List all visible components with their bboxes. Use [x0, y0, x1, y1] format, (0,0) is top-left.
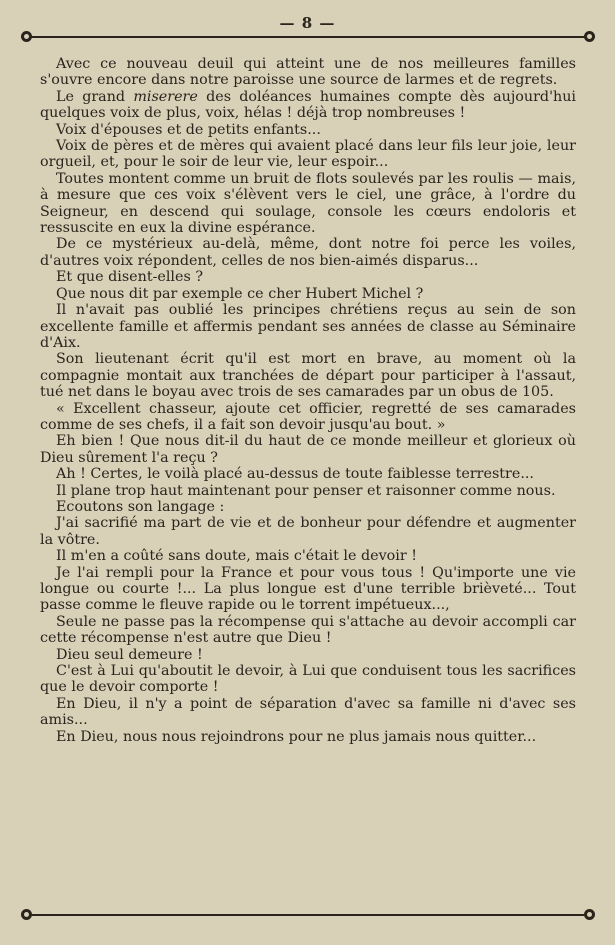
paragraph: En Dieu, il n'y a point de séparation d'avec sa famille ni d'avec ses amis... — [40, 695, 576, 729]
text-run: Le grand — [56, 88, 134, 105]
emphasized-word: miserere — [133, 88, 198, 105]
rosette-ornament-icon — [584, 909, 595, 920]
paragraph: Son lieutenant écrit qu'il est mort en brave, au moment où la compagnie montait aux tranchées de départ pour participer à l'assaut, tué net dans le boyau avec trois de ses camarades par un obus de 105. — [40, 351, 576, 401]
paragraph: Voix de pères et de mères qui avaient placé dans leur fils leur joie, leur orgueil, et, pour le soir de leur vie, leur espoir... — [40, 138, 576, 171]
paragraph: Dieu seul demeure ! — [56, 646, 203, 663]
page-number: — 8 — — [279, 14, 336, 32]
body-text — [40, 56, 576, 745]
paragraph: « Excellent chasseur, ajoute cet officier, regretté de ses camarades comme de ses chefs, il a fait son devoir jusqu'au bout. » — [40, 400, 576, 433]
paragraph: C'est à Lui qu'aboutit le devoir, à Lui que conduisent tous les sacrifices que le devoir comporte ! — [40, 663, 576, 696]
paragraph: Il m'en a coûté sans doute, mais c'était le devoir ! — [56, 548, 417, 565]
bottom-rule — [26, 914, 590, 916]
paragraph: Ah ! Certes, le voilà placé au-dessus de toute faiblesse terrestre... — [56, 466, 534, 483]
paragraph: En Dieu, nous nous rejoindrons pour ne plus jamais nous quitter... — [56, 728, 537, 745]
paragraph: Que nous dit par exemple ce cher Hubert Michel ? — [56, 285, 424, 302]
paragraph: Il n'avait pas oublié les principes chrétiens reçus au sein de son excellente famille et affermis pendant ses années de classe au Séminaire d'Aix. — [40, 302, 576, 351]
paragraph: Ecoutons son langage : — [56, 498, 225, 515]
paragraph: Eh bien ! Que nous dit-il du haut de ce monde meilleur et glorieux où Dieu sûrement l'a reçu ? — [40, 433, 576, 466]
text-run: des doléances humaines compte dès aujourd'hui quelques voix de plus, voix, hélas ! déjà trop nombreuses ! — [40, 88, 576, 122]
paragraph: Avec ce nouveau deuil qui atteint une de nos meilleures familles s'ouvre encore dans notre paroisse une source de larmes et de regrets. — [40, 56, 576, 89]
paragraph: J'ai sacrifié ma part de vie et de bonheur pour défendre et augmenter la vôtre. — [40, 515, 576, 548]
paragraph: Toutes montent comme un bruit de flots soulevés par les roulis — mais, à mesure que ces voix s'élèvent vers le ciel, une grâce, à l'ordre du Seigneur, en descend qui soulage, console les cœurs endoloris et ressuscite en eux la divine espérance. — [40, 170, 576, 237]
top-rule — [26, 36, 590, 38]
paragraph: Seule ne passe pas la récompense qui s'attache au devoir accompli car cette récompense n'est autre que Dieu ! — [40, 613, 576, 647]
rosette-ornament-icon — [21, 909, 32, 920]
paragraph — [40, 89, 576, 122]
paragraph: De ce mystérieux au-delà, même, dont notre foi perce les voiles, d'autres voix répondent, celles de nos bien-aimés disparus... — [40, 236, 576, 269]
paragraph: Je l'ai rempli pour la France et pour vous tous ! Qu'importe une vie longue ou courte !... La plus longue est d'une terrible brièveté... Tout passe comme le fleuve rapide ou le torrent impétueux..., — [40, 564, 576, 614]
paragraph: Et que disent-elles ? — [56, 269, 204, 286]
rosette-ornament-icon — [584, 31, 595, 42]
paragraph: Voix d'épouses et de petits enfants... — [56, 121, 321, 138]
rosette-ornament-icon — [21, 31, 32, 42]
paragraph: Il plane trop haut maintenant pour penser et raisonner comme nous. — [56, 482, 556, 499]
